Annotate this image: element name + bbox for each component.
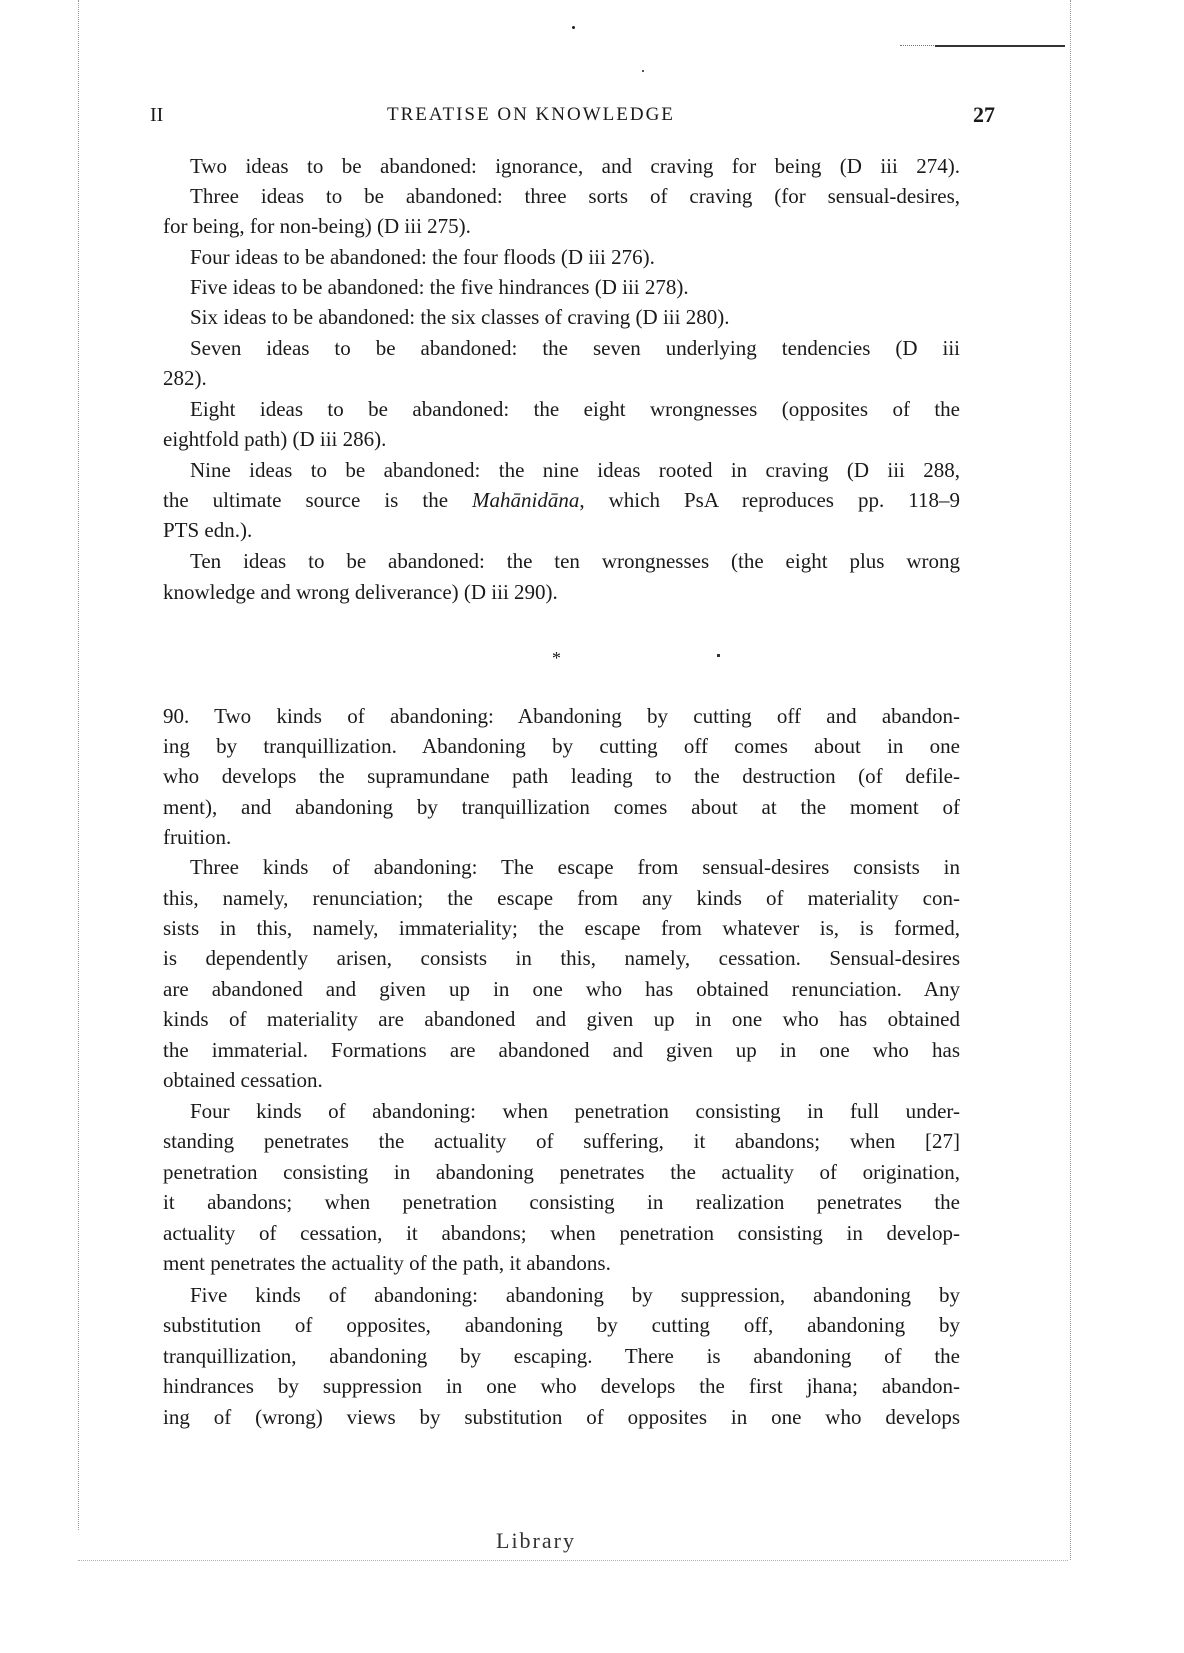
section-number: II [150,104,164,126]
text-line: kinds of materiality are abandoned and given up in one who has obtained [163,1007,960,1031]
text-line: substitution of opposites, abandoning by cutting off, abandoning by [163,1313,960,1337]
text-line: for being, for non-being) (D iii 275). [163,214,471,238]
text-run: the ultimate source is the [163,488,473,512]
scan-edge-bottom [78,1560,1068,1562]
text-line: Six ideas to be abandoned: the six classes of craving (D iii 280). [190,305,730,329]
text-line: who develops the supramundane path leading to the destruction (of defile- [163,764,960,788]
scan-edge-left [78,0,80,1530]
text-line: this, namely, renunciation; the escape from any kinds of materiality con- [163,886,960,910]
text-line: the immaterial. Formations are abandoned and given up in one who has [163,1038,960,1062]
text-run: , which PsA reproduces pp. 118–9 [579,488,960,512]
text-line: is dependently arisen, consists in this, namely, cessation. Sensual-desires [163,946,960,970]
text-line: Four ideas to be abandoned: the four floods (D iii 276). [190,245,655,269]
text-line: ment penetrates the actuality of the path, it abandons. [163,1251,611,1275]
running-header [150,104,1010,134]
scan-speck [717,654,720,657]
text-line: ing by tranquillization. Abandoning by cutting off comes about in one [163,734,960,758]
text-line: sists in this, namely, immateriality; the escape from whatever is, is formed, [163,916,960,940]
text-line: Three kinds of abandoning: The escape from sensual-desires consists in [190,855,960,879]
text-line: penetration consisting in abandoning penetrates the actuality of origination, [163,1160,960,1184]
scan-speck [572,26,575,29]
section-separator: * [552,648,561,668]
text-line: PTS edn.). [163,518,253,542]
paragraph-90-start: 90. Two kinds of abandoning: Abandoning by cutting off and abandon- [163,704,960,728]
text-line: actuality of cessation, it abandons; when penetration consisting in develop- [163,1221,960,1245]
text-line: tranquillization, abandoning by escaping. There is abandoning of the [163,1344,960,1368]
text-line: Three ideas to be abandoned: three sorts of craving (for sensual-desires, [190,184,960,208]
scan-edge-right [1070,0,1072,1560]
text-line: Seven ideas to be abandoned: the seven underlying tendencies (D iii [190,336,960,360]
page-number: 27 [973,102,995,127]
text-line: Ten ideas to be abandoned: the ten wrongnesses (the eight plus wrong [190,549,960,573]
text-line: hindrances by suppression in one who develops the first jhana; abandon- [163,1374,960,1398]
text-line: knowledge and wrong deliverance) (D iii 290). [163,580,558,604]
text-line: Two ideas to be abandoned: ignorance, and craving for being (D iii 274). [190,154,960,178]
scan-speck [642,70,644,72]
text-line: obtained cessation. [163,1068,323,1092]
scan-artifact [900,45,940,47]
running-title: TREATISE ON KNOWLEDGE [387,104,675,125]
text-line: Nine ideas to be abandoned: the nine ideas rooted in craving (D iii 288, [190,458,960,482]
scan-artifact-rule [935,45,1065,47]
text-line: fruition. [163,825,232,849]
text-line: ing of (wrong) views by substitution of opposites in one who develops [163,1405,960,1429]
text-line: Five kinds of abandoning: abandoning by suppression, abandoning by [190,1283,960,1307]
text-line: 282). [163,366,207,390]
text-line: it abandons; when penetration consisting in realization penetrates the [163,1190,960,1214]
text-line: are abandoned and given up in one who has obtained renunciation. Any [163,977,960,1001]
text-line: eightfold path) (D iii 286). [163,427,387,451]
text-line: Five ideas to be abandoned: the five hindrances (D iii 278). [190,275,689,299]
work-title-italic: Mahānidāna [472,488,580,512]
text-line [163,486,960,514]
text-line: Eight ideas to be abandoned: the eight wrongnesses (opposites of the [190,397,960,421]
library-stamp: Library [496,1528,576,1553]
text-line: standing penetrates the actuality of suffering, it abandons; when [27] [163,1129,960,1153]
text-line: Four kinds of abandoning: when penetration consisting in full under- [190,1099,960,1123]
text-line: ment), and abandoning by tranquillization comes about at the moment of [163,795,960,819]
